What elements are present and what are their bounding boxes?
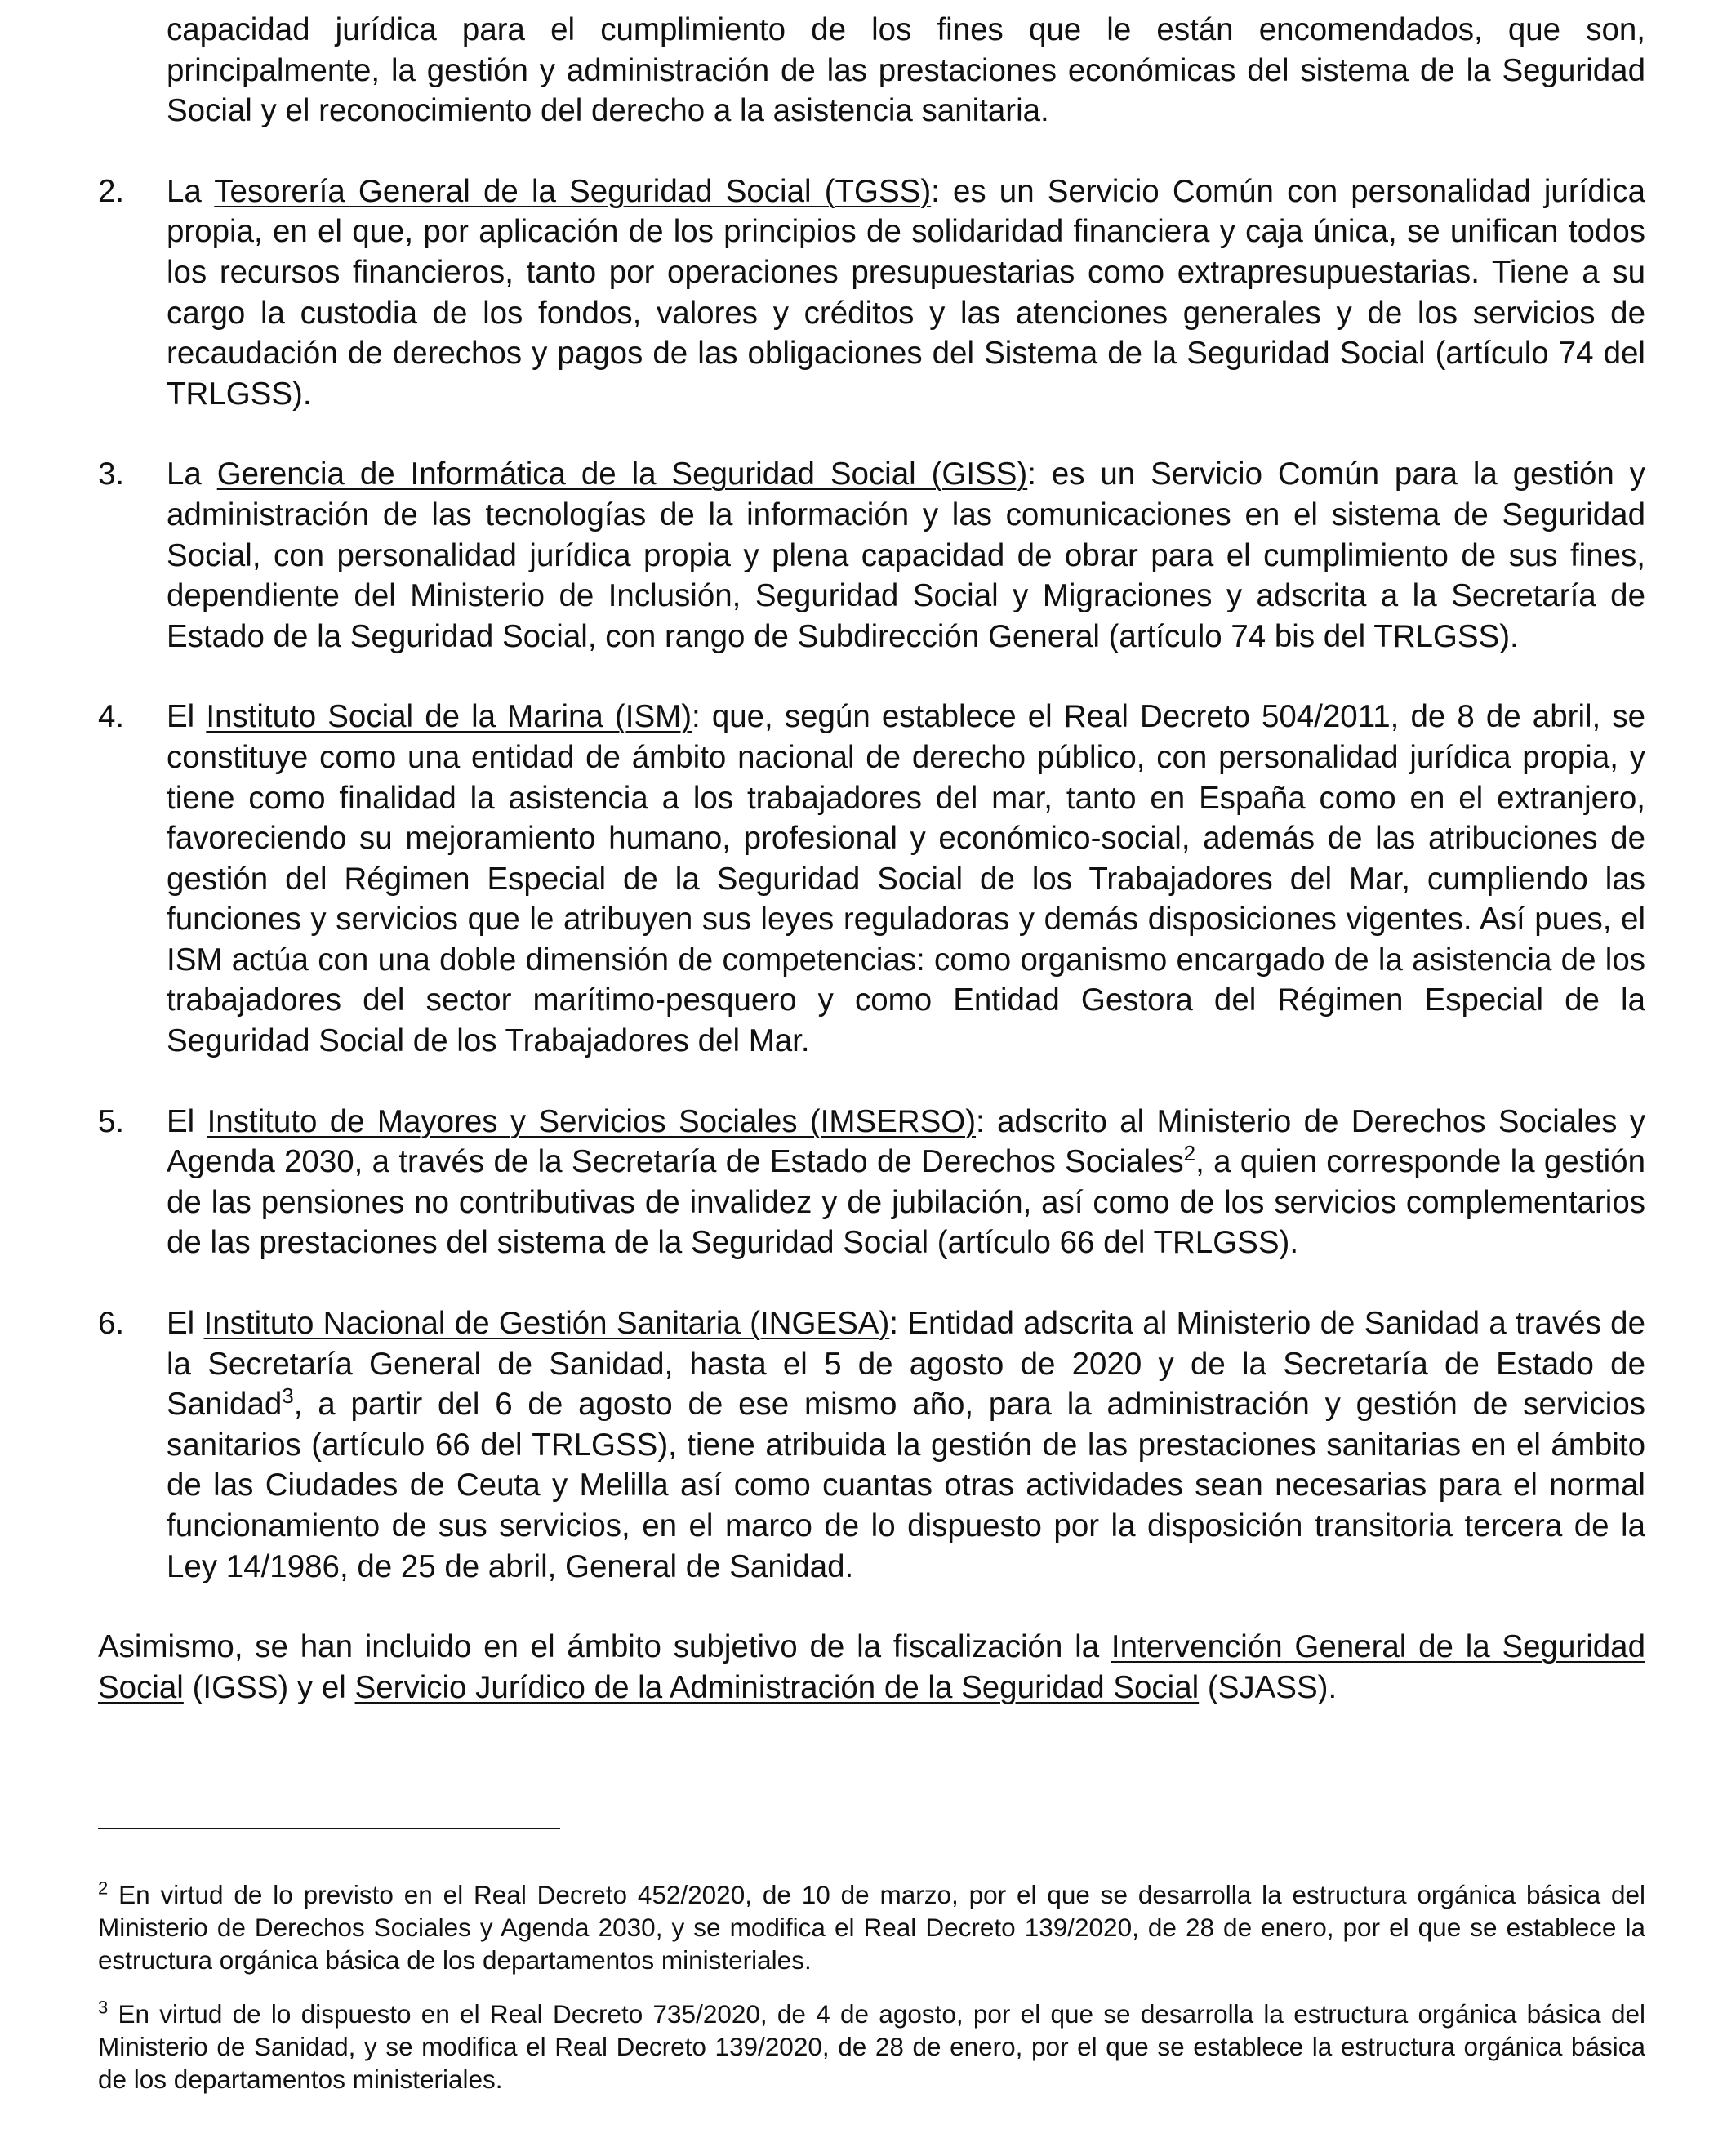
item-lead: La [167, 173, 215, 209]
footnote-reference-3[interactable]: 3 [282, 1383, 294, 1409]
item-text-continued: , a partir del 6 de agosto de ese mismo año, para la administración y gestión de servicios sanitarios (artículo 66 del TRLGSS), tiene atribuida la gestión de las prestaciones sanitarias en el ámbito de las Ciudades de Ceuta y Melilla así como cuantas otras actividades sean necesarias para el normal funcionamiento de sus servicios, en el marco de lo dispuesto por la disposición transitoria tercera de la Ley 14/1986, de 25 de abril, General de Sanidad. [167, 1387, 1645, 1584]
list-item-tgss [98, 171, 1645, 415]
document-body [98, 10, 1645, 1708]
footnote-number: 3 [98, 1997, 109, 2018]
entity-name-imserso: Instituto de Mayores y Servicios Sociales (IMSERSO) [207, 1103, 977, 1139]
list-item-ingesa [98, 1303, 1645, 1587]
footnote-number: 2 [98, 1877, 109, 1899]
footnotes-section [98, 1878, 1645, 2117]
item-lead: El [167, 699, 207, 735]
footnote-separator [98, 1828, 560, 1829]
list-item-number: 4. [98, 699, 125, 735]
item-text: : que, según establece el Real Decreto 504/2011, de 8 de abril, se constituye como una entidad de ámbito nacional de derecho público, con personalidad jurídica propia, y tiene como finalidad la asistencia a los trabajadores del mar, tanto en España como en el extranjero, favoreciendo su mejoramiento humano, profesional y económico-social, además de las atribuciones de gestión del Régimen Especial de la Seguridad Social de los Trabajadores del Mar, cumpliendo las funciones y servicios que le atribuyen sus leyes reguladoras y demás disposiciones vigentes. Así pues, el ISM actúa con una doble dimensión de competencias: como organismo encargado de la asistencia de los trabajadores del sector marítimo-pesquero y como Entidad Gestora del Régimen Especial de la Seguridad Social de los Trabajadores del Mar. [167, 699, 1645, 1059]
item-text-continued: , a quien corresponde la gestión de las pensiones no contributivas de invalidez y de jubilación, así como de los servicios complementarios de las prestaciones del sistema de la Seguridad Social (artículo 66 del TRLGSS). [167, 1144, 1645, 1261]
entity-name-giss: Gerencia de Informática de la Seguridad Social (GISS) [216, 457, 1028, 492]
item-text: : Entidad adscrita al Ministerio de Sanidad a través de la Secretaría General de Sanidad, hasta el 5 de agosto de 2020 y de la Secretaría de Estado de Sanidad [167, 1306, 1646, 1423]
entity-name-ingesa: Instituto Nacional de Gestión Sanitaria (INGESA) [203, 1306, 890, 1342]
footnote-text: En virtud de lo dispuesto en el Real Decreto 735/2020, de 4 de agosto, por el que se desarrolla la estructura orgánica básica del Ministerio de Sanidad, y se modifica el Real Decreto 139/2020, de 28 de enero, por el que se establece la estructura orgánica básica de los departamentos ministeriales. [98, 1999, 1645, 2094]
footnote-text: En virtud de lo previsto en el Real Decreto 452/2020, de 10 de marzo, por el que se desarrolla la estructura orgánica básica del Ministerio de Derechos Sociales y Agenda 2030, y se modifica el Real Decreto 139/2020, de 28 de enero, por el que se establece la estructura orgánica básica de los departamentos ministeriales. [98, 1880, 1645, 1975]
footnote-reference-2[interactable]: 2 [1183, 1141, 1196, 1166]
item-lead: El [167, 1103, 207, 1139]
list-item-imserso [98, 1102, 1645, 1263]
closing-text: (IGSS) y el [183, 1669, 355, 1705]
entity-name-sjass: Servicio Jurídico de la Administración de la Seguridad Social [354, 1669, 1200, 1705]
entity-name-tgss: Tesorería General de la Seguridad Social (TGSS) [214, 173, 932, 209]
item-lead: El [167, 1306, 204, 1342]
footnote-3 [98, 1998, 1645, 2096]
list-item-giss [98, 454, 1645, 657]
item-text: : es un Servicio Común con personalidad jurídica propia, en el que, por aplicación de los principios de solidaridad financiera y caja única, se unifican todos los recursos financieros, tanto por operaciones presupuestarias como extrapresupuestarias. Tiene a su cargo la custodia de los fondos, valores y créditos y las atenciones generales y de los servicios de recaudación de derechos y pagos de las obligaciones del Sistema de la Seguridad Social (artículo 74 del TRLGSS). [167, 173, 1645, 412]
list-item-ism [98, 697, 1645, 1061]
item-lead: La [167, 457, 217, 492]
closing-paragraph [98, 1627, 1645, 1708]
list-item-number: 6. [98, 1306, 125, 1342]
list-item-number: 5. [98, 1103, 125, 1139]
list-item-number: 3. [98, 457, 125, 492]
entity-name-ism: Instituto Social de la Marina (ISM) [206, 699, 692, 735]
list-item-number: 2. [98, 173, 125, 209]
closing-text: (SJASS). [1199, 1669, 1338, 1705]
item-text: : adscrito al Ministerio de Derechos Sociales y Agenda 2030, a través de la Secretaría de Estado de Derechos Sociales [167, 1103, 1645, 1180]
entity-name-igss: Intervención General de la Seguridad Social [98, 1629, 1645, 1705]
footnote-2 [98, 1878, 1645, 1976]
intro-continuation: capacidad jurídica para el cumplimiento de los fines que le están encomendados, que son, principalmente, la gestión y administración de las prestaciones económicas del sistema de la Seguridad Social y el reconocimiento del derecho a la asistencia sanitaria. [167, 12, 1645, 129]
closing-text: Asimismo, se han incluido en el ámbito subjetivo de la fiscalización la [98, 1629, 1111, 1665]
item-text: : es un Servicio Común para la gestión y administración de las tecnologías de la información y las comunicaciones en el sistema de Seguridad Social, con personalidad jurídica propia y plena capacidad de obrar para el cumplimiento de sus fines, dependiente del Ministerio de Inclusión, Seguridad Social y Migraciones y adscrita a la Secretaría de Estado de la Seguridad Social, con rango de Subdirección General (artículo 74 bis del TRLGSS). [167, 457, 1645, 654]
